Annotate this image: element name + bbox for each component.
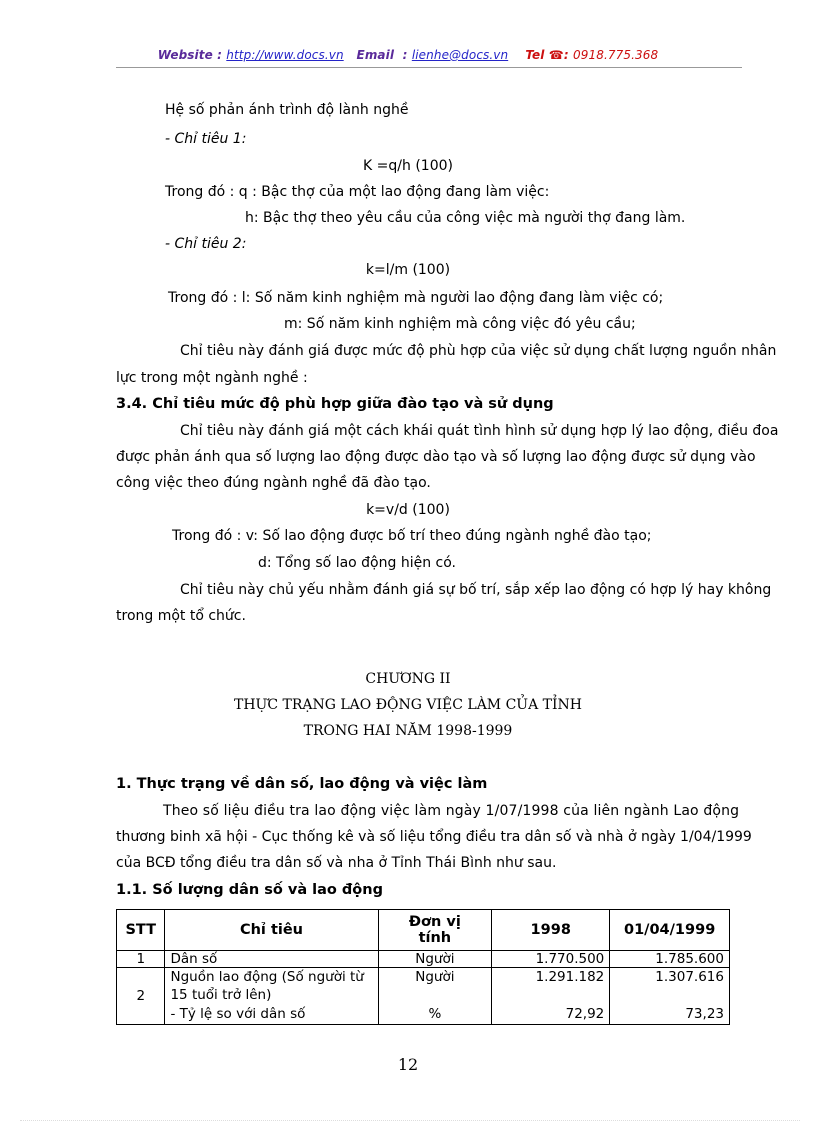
table-row	[117, 951, 730, 968]
chapter-subtitle: TRONG HAI NĂM 1998-1999	[303, 723, 513, 739]
table-header-row	[117, 910, 730, 951]
cell-don-vi-group	[378, 968, 492, 1025]
col-header-don-vi: Đơn vị tính	[378, 910, 492, 951]
cell-1998: 1.770.500	[492, 951, 610, 968]
page-bottom-border	[20, 1120, 800, 1121]
cell-sub-chi-tieu: - Tỷ lệ so với dân số	[170, 1006, 306, 1022]
cell-sub-don-vi: %	[428, 1006, 442, 1022]
text-line: Chỉ tiêu này đánh giá một cách khái quát tình hình sử dụng hợp lý lao động, điều đoa	[180, 423, 779, 439]
tel-label: Tel ☎:	[525, 48, 569, 62]
cell-1998-group	[492, 968, 610, 1025]
email-link[interactable]: lienhe@docs.vn	[411, 48, 509, 62]
page-header	[0, 48, 816, 62]
text-line: Hệ số phản ánh trình độ lành nghề	[165, 102, 409, 118]
text-line: Trong đó : l: Số năm kinh nghiệm mà người lao động đang làm việc có;	[168, 290, 664, 306]
email-separator: :	[402, 48, 408, 62]
text-line: được phản ánh qua số lượng lao động được dào tạo và số lượng lao động được sử dụng vào	[116, 449, 756, 465]
text-line: Theo số liệu điều tra lao động việc làm ngày 1/07/1998 của liên ngành Lao động	[163, 803, 740, 819]
text-line: Chỉ tiêu này chủ yếu nhằm đánh giá sự bố trí, sắp xếp lao động có hợp lý hay không	[180, 582, 772, 598]
cell-sub-1998: 72,92	[565, 1006, 605, 1022]
text-line: Trong đó : q : Bậc thợ của một lao động đang làm việc:	[165, 184, 550, 200]
col-header-1998: 1998	[492, 910, 610, 951]
col-header-chi-tieu: Chỉ tiêu	[165, 910, 378, 951]
cell-stt: 2	[117, 968, 165, 1025]
population-labor-table	[116, 909, 730, 1025]
text-line: của BCĐ tổng điều tra dân số và nha ở Tỉnh Thái Bình như sau.	[116, 855, 557, 871]
criterion-heading: - Chỉ tiêu 2:	[165, 236, 247, 252]
col-header-1999: 01/04/1999	[610, 910, 730, 951]
page-number: 12	[397, 1055, 419, 1074]
text-line: h: Bậc thợ theo yêu cầu của công việc mà người thợ đang làm.	[245, 210, 686, 226]
cell-1999: 1.785.600	[610, 951, 730, 968]
criterion-heading: - Chỉ tiêu 1:	[165, 131, 247, 147]
cell-don-vi: Người	[378, 951, 492, 968]
website-link[interactable]: http://www.docs.vn	[226, 48, 344, 62]
text-line: Trong đó : v: Số lao động được bố trí theo đúng ngành nghề đào tạo;	[172, 528, 652, 544]
cell-chi-tieu: Nguồn lao động (Số người từ 15 tuổi trở lên)	[170, 969, 364, 1003]
email-label: Email	[356, 48, 395, 62]
cell-don-vi: Người	[415, 969, 455, 985]
formula: k=v/d (100)	[366, 502, 450, 518]
cell-chi-tieu-group	[165, 968, 378, 1025]
text-line: trong một tổ chức.	[116, 608, 246, 624]
section-heading: 3.4. Chỉ tiêu mức độ phù hợp giữa đào tạo và sử dụng	[116, 396, 554, 412]
section-heading: 1. Thực trạng về dân số, lao động và việc làm	[116, 776, 488, 792]
formula: K =q/h (100)	[363, 158, 453, 174]
cell-1998: 1.291.182	[535, 969, 605, 985]
tel-value: 0918.775.368	[573, 48, 659, 62]
col-header-stt: STT	[117, 910, 165, 951]
chapter-title: THỰC TRẠNG LAO ĐỘNG VIỆC LÀM CỦA TỈNH	[234, 697, 582, 713]
subsection-heading: 1.1. Số lượng dân số và lao động	[116, 882, 383, 898]
cell-sub-1999: 73,23	[685, 1006, 724, 1022]
text-line: d: Tổng số lao động hiện có.	[258, 555, 457, 571]
text-line: công việc theo đúng ngành nghề đã đào tạo.	[116, 475, 431, 491]
cell-stt: 1	[117, 951, 165, 968]
text-line: thương binh xã hội - Cục thống kê và số liệu tổng điều tra dân số và nhà ở ngày 1/04/1999	[116, 829, 752, 845]
cell-1999-group	[610, 968, 730, 1025]
table-row	[117, 968, 730, 1025]
header-divider	[116, 67, 742, 68]
text-line: Chỉ tiêu này đánh giá được mức độ phù hợp của việc sử dụng chất lượng nguồn nhân	[180, 343, 777, 359]
cell-chi-tieu: Dân số	[165, 951, 378, 968]
formula: k=l/m (100)	[365, 262, 451, 278]
cell-1999: 1.307.616	[655, 969, 724, 985]
text-line: lực trong một ngành nghề :	[116, 370, 308, 386]
text-line: m: Số năm kinh nghiệm mà công việc đó yêu cầu;	[284, 316, 636, 332]
website-label: Website :	[157, 48, 223, 62]
chapter-number: CHƯƠNG II	[365, 671, 451, 687]
